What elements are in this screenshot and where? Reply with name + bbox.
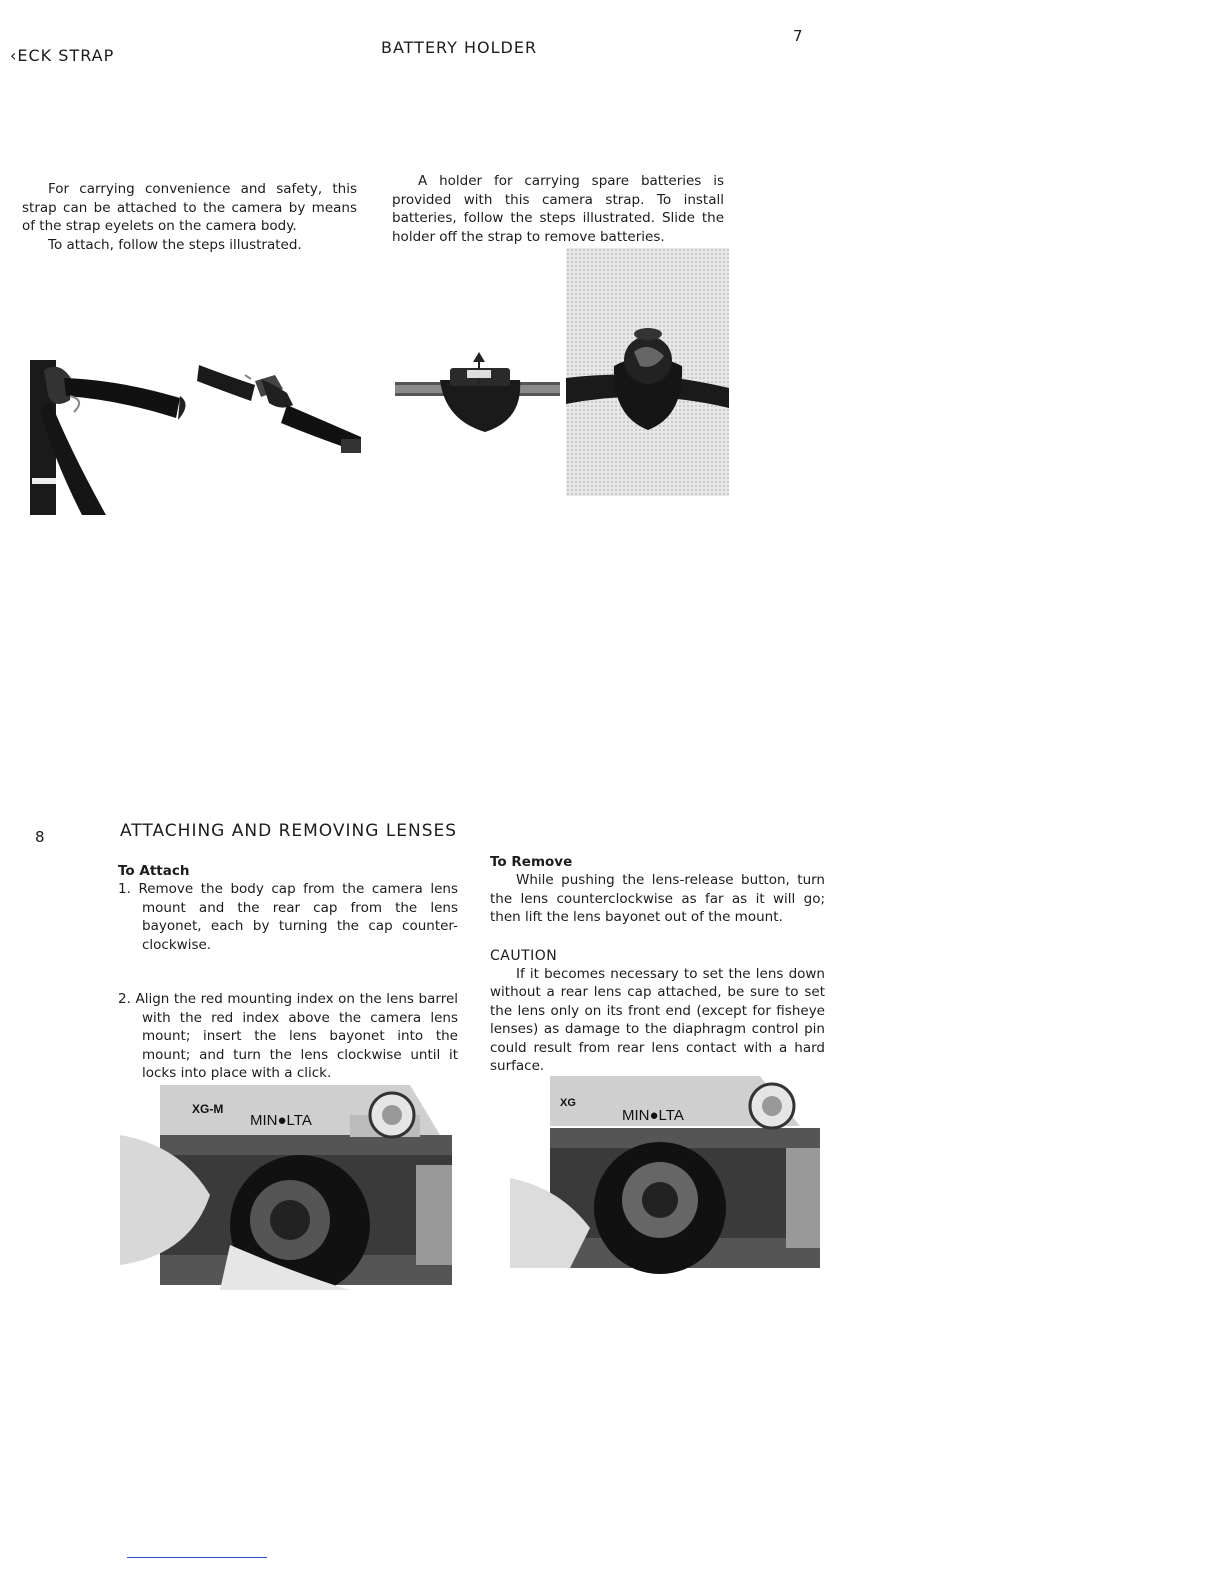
page-number-top: 7 (793, 27, 803, 45)
caution-title: CAUTION (490, 947, 558, 964)
model-label-left: XG-M (192, 1102, 224, 1116)
attach-step-2-text: Align the red mounting index on the lens barrel with the red index above the camera lens mount; insert the lens bayonet into the mount; and turn the lens clockwise until it locks into place with a click. (135, 991, 459, 1081)
remove-lens-photo (510, 1068, 820, 1278)
neck-strap-paragraph-2: To attach, follow the steps illustrated. (48, 236, 302, 253)
neck-strap-text (22, 180, 357, 254)
attach-section (118, 862, 458, 1083)
footer-link-underline (127, 1557, 267, 1558)
attach-lens-photo (120, 1075, 452, 1290)
caution-text: If it becomes necessary to set the lens down without a rear lens cap attached, be sure to set the lens only on its front end (except for fisheye lenses) as damage to the diaphragm control pin could result from rear lens contact with a hard surface. (490, 965, 825, 1074)
brand-label-right: MIN●LTA (622, 1107, 684, 1124)
attach-step-2-number: 2. (118, 991, 131, 1007)
attach-step-1-text: Remove the body cap from the camera lens mount and the rear cap from the lens bayonet, each by turning the cap counter-clockwise. (138, 881, 458, 953)
lenses-heading: ATTACHING AND REMOVING LENSES (120, 821, 458, 841)
attach-step-1 (118, 880, 458, 954)
battery-holder-paragraph: A holder for carrying spare batteries is provided with this camera strap. To install batteries, follow the steps illustrated. Slide the holder off the strap to remove batteries. (392, 173, 724, 245)
neck-strap-heading: ‹ECK STRAP (10, 46, 115, 65)
attach-step-1-number: 1. (118, 881, 131, 897)
battery-holder-heading: BATTERY HOLDER (381, 38, 538, 57)
brand-label-left: MIN●LTA (250, 1112, 312, 1129)
neck-strap-paragraph-1: For carrying convenience and safety, this strap can be attached to the camera by means of the strap eyelets on the camera body. (22, 181, 357, 234)
battery-holder-text (392, 172, 724, 246)
strap-attach-photo (195, 345, 361, 455)
battery-holder-photo-1 (395, 350, 560, 455)
remove-title: To Remove (490, 854, 573, 870)
remove-section (490, 853, 825, 1076)
page-number-bottom: 8 (35, 828, 45, 846)
model-label-right: XG (560, 1097, 576, 1109)
battery-holder-photo-2 (566, 248, 729, 496)
attach-step-2 (118, 990, 458, 1083)
remove-text: While pushing the lens-release button, turn the lens counterclockwise as far as it will go; then lift the lens bayonet out of the mount. (490, 872, 825, 925)
strap-eyelet-photo (30, 300, 190, 515)
attach-title: To Attach (118, 863, 190, 879)
